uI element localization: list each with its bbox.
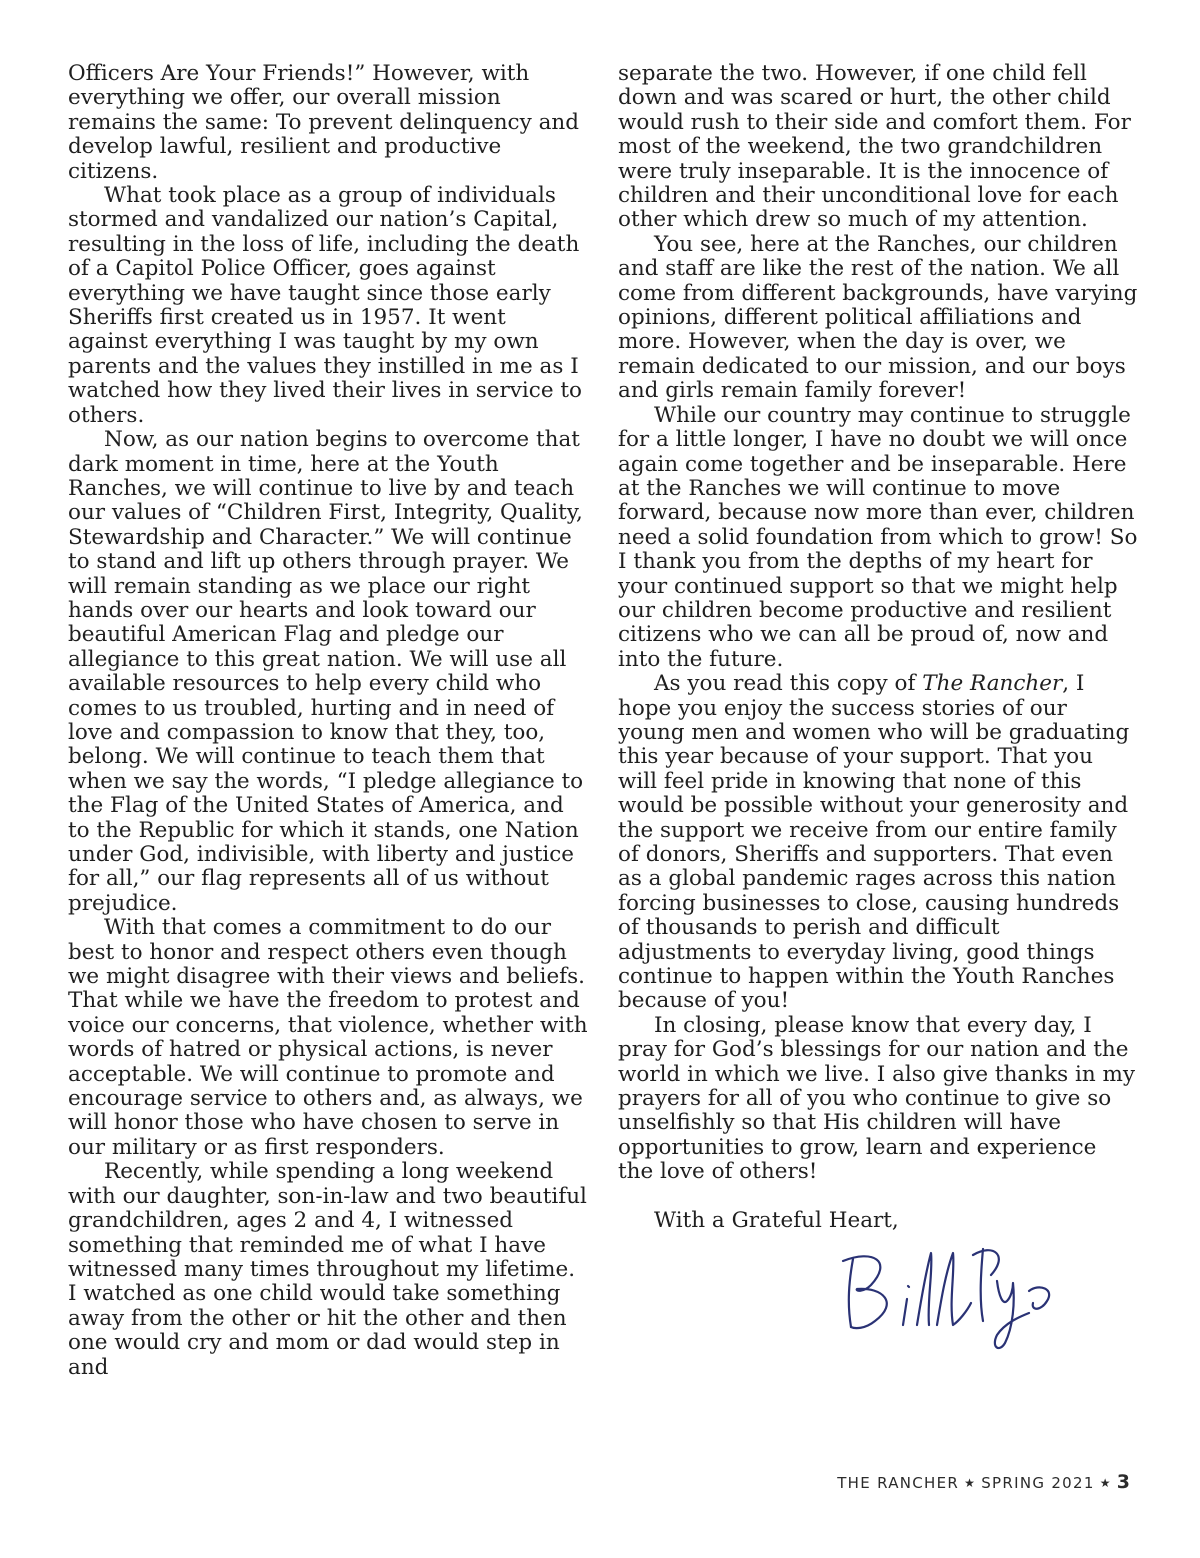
paragraph <box>618 672 1138 1014</box>
paragraph: You see, here at the Ranches, our children and staff are like the rest of the nation. We all come from different backgrounds, have varying opinions, different political affiliations and more. However, when the day is over, we remain dedicated to our mission, and our boys and girls remain family forever! <box>618 231 1138 404</box>
paragraph: Now, as our nation begins to overcome that dark moment in time, here at the Youth Ranches, we will continue to live by and teach our values of “Children First, Integrity, Quality, Stewardship and Character.” We will continue to stand and lift up others through prayer. We will remain standing as we place our right hands over our hearts and look toward our beautiful American Flag and pledge our allegiance to this great nation. We will use all available resources to help every child who comes to us troubled, hurting and in need of love and compassion to know that they, too, belong. We will continue to teach them that when we say the words, “I pledge allegiance to the Flag of the United States of America, and to the Republic for which it stands, one Nation under God, indivisible, with liberty and justice for all,” our flag represents all of us without prejudice. <box>68 427 584 916</box>
signature-block <box>618 1209 1138 1351</box>
paragraph: While our country may continue to struggle for a little longer, I have no doubt we will once again come together and be inseparable. Here at the Ranches we will continue to move forward, because now more than ever, children need a solid foundation from which to grow! So I thank you from the depths of my heart for your continued support so that we might help our children become productive and resilient citizens who we can all be proud of, now and into the future. <box>618 402 1138 672</box>
paragraph: separate the two. However, if one child fell down and was scared or hurt, the other child would rush to their side and comfort them. For most of the weekend, the two grandchildren were truly inseparable. It is the innocence of children and their unconditional love for each other which drew so much of my attention. <box>618 61 1131 233</box>
star-icon: ★ <box>1099 1476 1112 1490</box>
page-footer <box>700 1471 1130 1493</box>
page-number: 3 <box>1116 1471 1130 1493</box>
article-column-left <box>68 62 588 1380</box>
article-column-right <box>618 62 1138 1351</box>
issue-date: SPRING 2021 <box>981 1474 1095 1492</box>
paragraph: Officers Are Your Friends!” However, with everything we offer, our overall mission remains the same: To prevent delinquency and develop lawful, resilient and productive citizens. <box>68 61 580 184</box>
paragraph: With that comes a commitment to do our best to honor and respect others even though we might disagree with their views and beliefs. That while we have the freedom to protest and voice our concerns, that violence, whether with words of hatred or physical actions, is never acceptable. We will continue to promote and encourage service to others and, as always, we will honor those who have chosen to serve in our military or as first responders. <box>68 915 588 1160</box>
publication-title: The Rancher <box>922 671 1063 697</box>
star-icon: ★ <box>964 1476 977 1490</box>
closing-line: With a Grateful Heart, <box>654 1207 899 1233</box>
paragraph: Recently, while spending a long weekend with our daughter, son-in-law and two beautiful grandchildren, ages 2 and 4, I witnessed something that reminded me of what I have witnessed many times throughout my lifetime. I watched as one child would take something away from the other or hit the other and then one would cry and mom or dad would step in and <box>68 1159 587 1380</box>
publication-name: THE RANCHER <box>837 1474 960 1492</box>
paragraph: In closing, please know that every day, I pray for God’s blessings for our nation and the world in which we live. I also give thanks in my prayers for all of you who continue to give so unselfishly so that His children will have opportunities to grow, learn and experience the love of others! <box>618 1012 1136 1185</box>
handwritten-signature <box>833 1241 1063 1351</box>
paragraph: What took place as a group of individuals stormed and vandalized our nation’s Capital, resulting in the loss of life, including the death of a Capitol Police Officer, goes against everything we have taught since those early Sheriffs first created us in 1957. It went against everything I was taught by my own parents and the values they instilled in me as I watched how they lived their lives in service to others. <box>68 183 582 428</box>
paragraph-text: As you read this copy of <box>654 671 923 697</box>
paragraph-text: , I hope you enjoy the success stories of our young men and women who will be graduating this year because of your support. That you will feel pride in knowing that none of this would be possible without your generosity and the support we receive from our entire family of donors, Sheriffs and supporters. That even as a global pandemic rages across this nation forcing businesses to close, causing hundreds of thousands to perish and difficult adjustments to everyday living, good things continue to happen within the Youth Ranches because of you! <box>618 671 1130 1014</box>
